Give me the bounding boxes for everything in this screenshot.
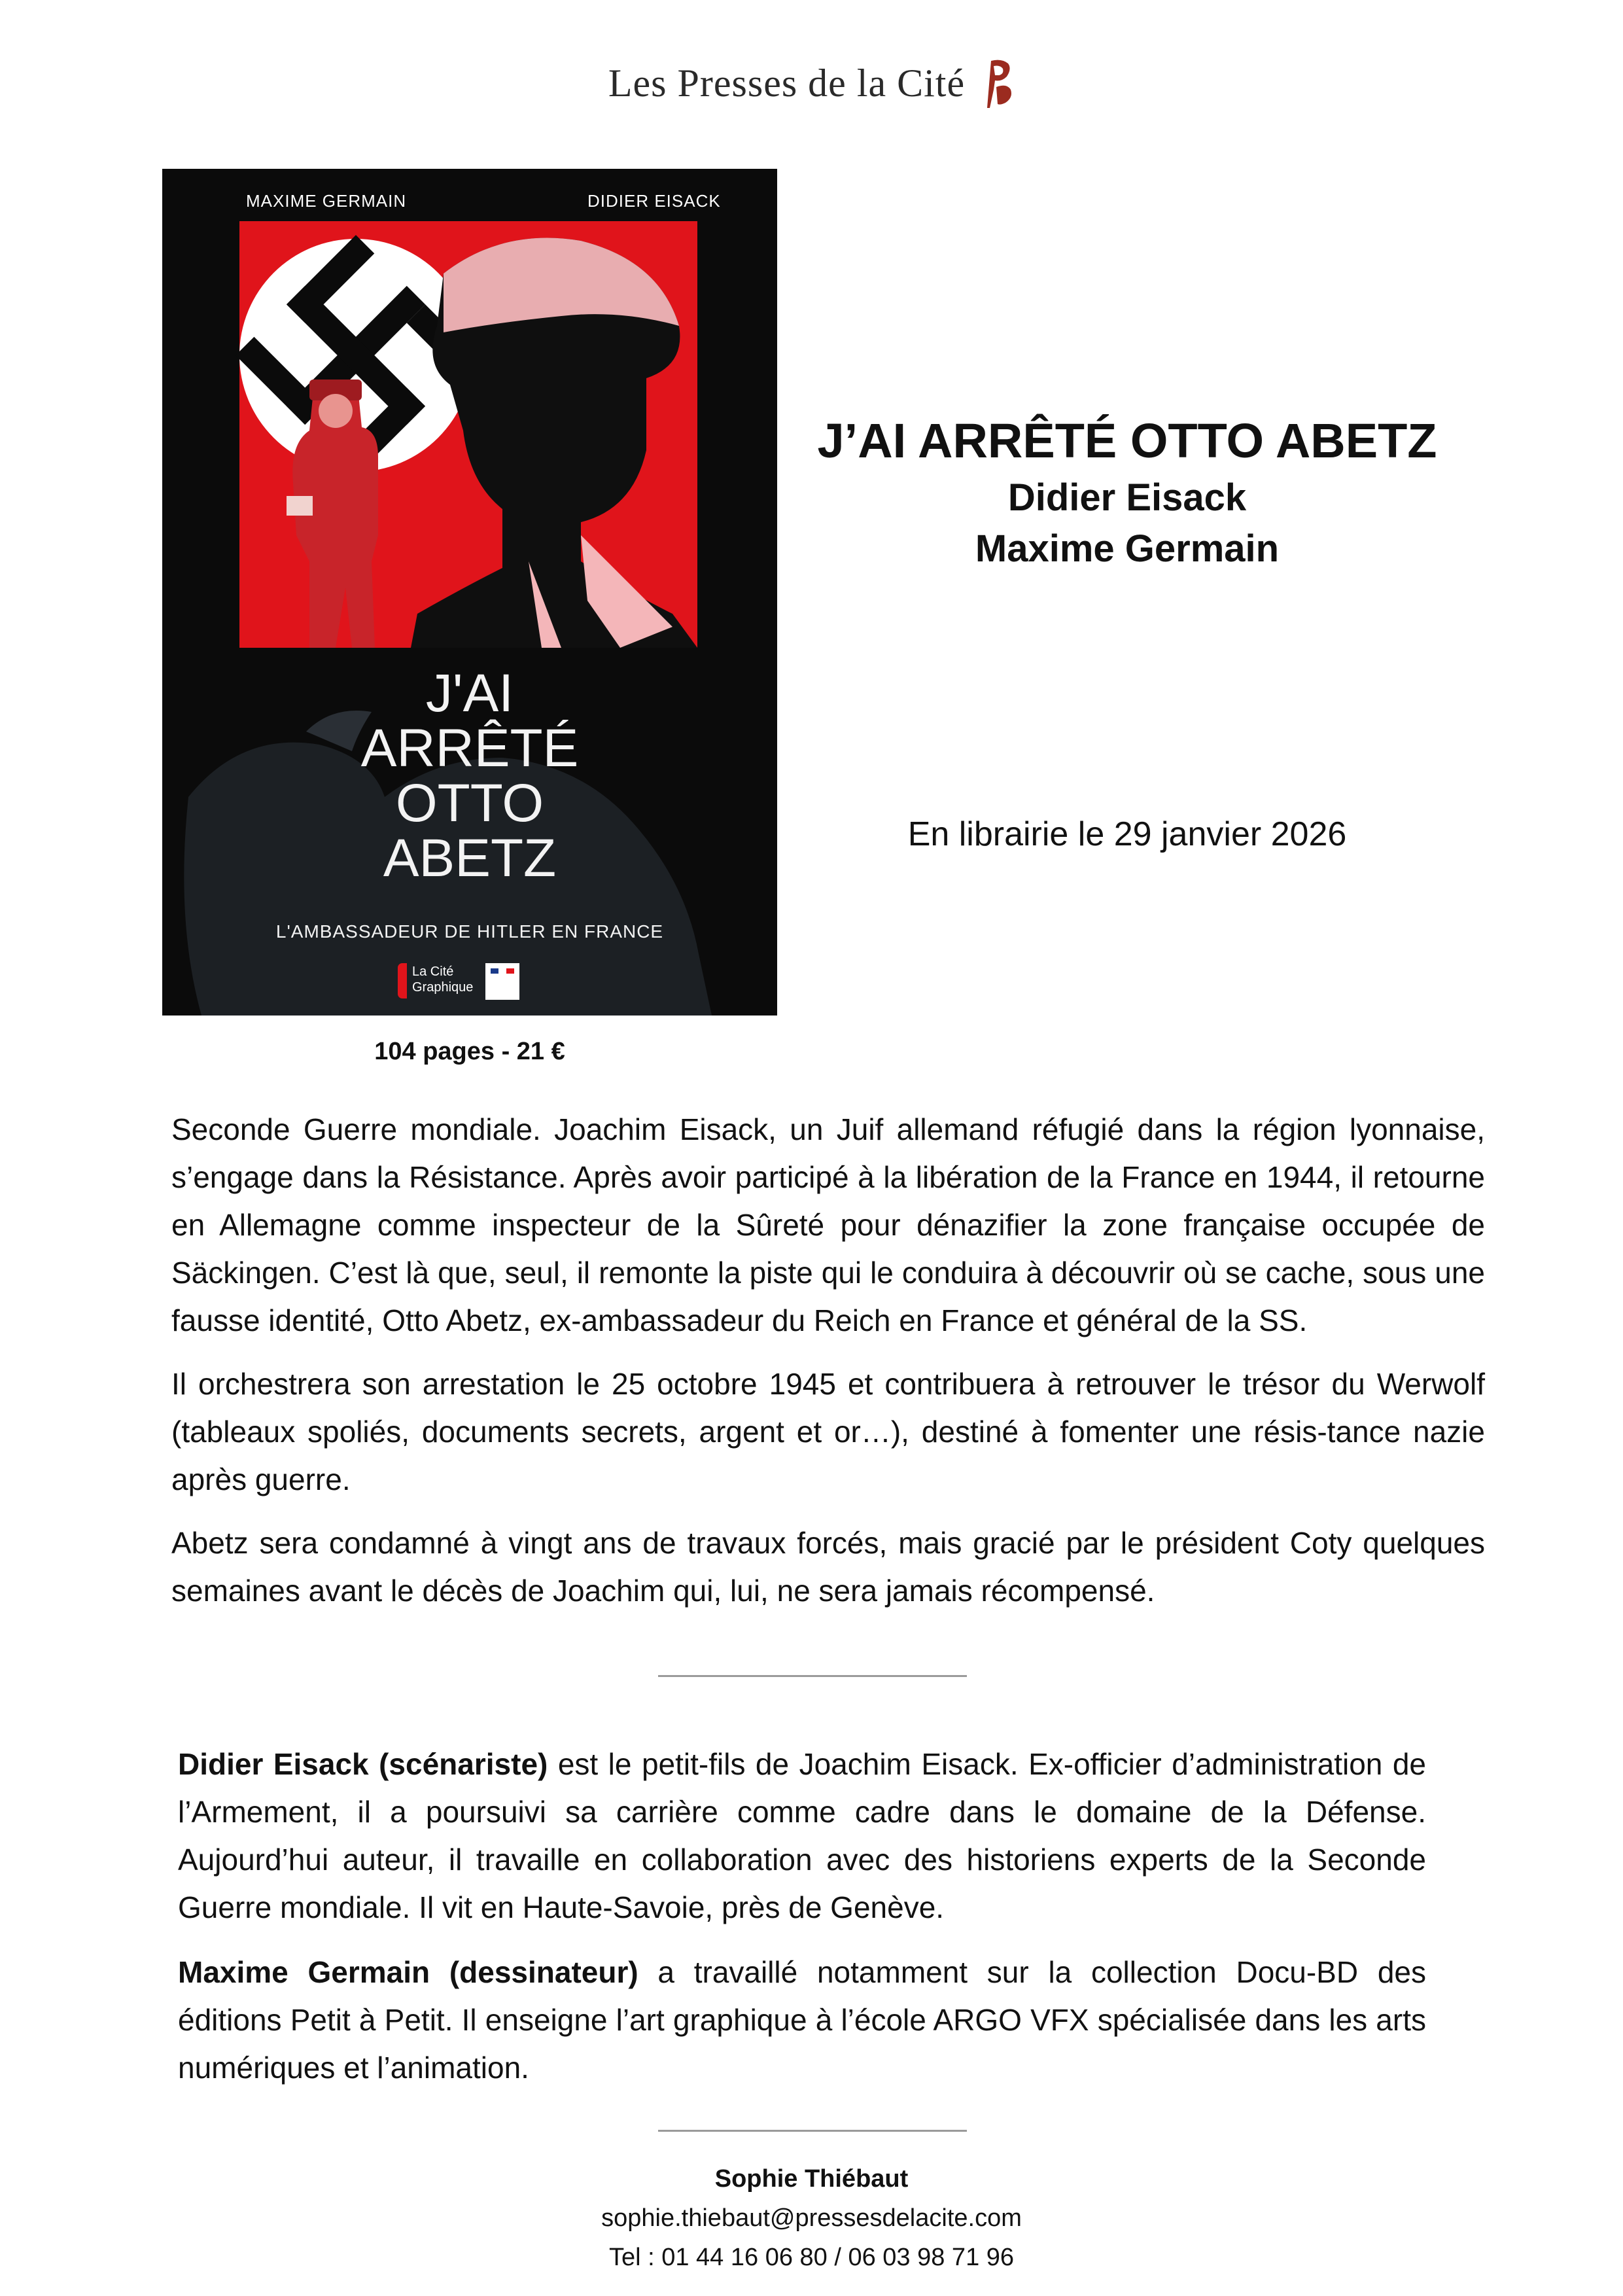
synopsis-paragraph: Abetz sera condamné à vingt ans de travaux forcés, mais gracié par le président Coty quelques semaines avant le décès de Joachim qui, lui, ne sera jamais récompensé.	[171, 1526, 1485, 1608]
title-block	[777, 412, 1477, 573]
bio-eisack-text: est le petit-fils de Joachim Eisack. Ex-officier d’administration de l’Armement, il a poursuivi sa carrière comme cadre dans le domaine de la Défense. Aujourd’hui auteur, il travaille en collaboration avec des historiens experts de la Seconde Guerre mondiale. Il vit en Haute-Savoie, près de Genève.	[178, 1747, 1427, 1924]
imprint-logo-icon	[398, 963, 407, 998]
cover-title-line: ARRÊTÉ	[360, 718, 579, 778]
cover-author-right: DIDIER EISACK	[587, 191, 721, 211]
cover-artwork	[162, 169, 777, 1016]
synopsis	[171, 1106, 1485, 1631]
author-bios	[178, 1740, 1426, 2109]
imprint-line2: Graphique	[412, 980, 474, 995]
publisher-name: Les Presses de la Cité	[608, 61, 966, 105]
author-1: Didier Eisack	[1007, 476, 1247, 519]
contact-email[interactable]: sophie.thiebaut@pressesdelacite.com	[601, 2204, 1022, 2232]
cover-title-line: OTTO	[395, 773, 544, 833]
author-2: Maxime Germain	[975, 527, 1280, 571]
ministry-logo-icon	[485, 963, 519, 1000]
book-cover	[162, 169, 777, 1016]
bio-germain	[178, 1949, 1426, 2092]
publisher-logo-icon	[982, 57, 1015, 109]
bio-germain-name: Maxime Germain (dessinateur)	[178, 1955, 638, 1989]
cover-title	[293, 663, 646, 888]
press-contact	[0, 2159, 1623, 2277]
divider	[658, 2130, 967, 2132]
cover-title-line: ABETZ	[383, 828, 557, 888]
imprint-line1: La Cité	[412, 964, 454, 979]
contact-phone: Tel : 01 44 16 06 80 / 06 03 98 71 96	[608, 2244, 1015, 2271]
contact-name: Sophie Thiébaut	[714, 2165, 909, 2193]
cover-title-line: J'AI	[425, 663, 514, 723]
book-title: J’AI ARRÊTÉ OTTO ABETZ	[817, 414, 1437, 468]
release-date: En librairie le 29 janvier 2026	[907, 815, 1347, 853]
synopsis-paragraph: Il orchestrera son arrestation le 25 octobre 1945 et contribuera à retrouver le trésor du Werwolf (tableaux spoliés, documents secrets, argent et or…), destiné à fomenter une résis-tance nazie après guerre.	[171, 1367, 1485, 1496]
cover-subtitle: L'AMBASSADEUR DE HITLER EN FRANCE	[275, 921, 664, 942]
cover-imprint	[398, 962, 476, 1001]
synopsis-paragraph: Seconde Guerre mondiale. Joachim Eisack, un Juif allemand réfugié dans la région lyonnaise, s’engage dans la Résistance. Après avoir participé à la libération de la France en 1944, il retourne en Allemagne comme inspecteur de la Sûreté pour dénazifier la zone française occupée de Säckingen. C’est là que, seul, il remonte la piste qui le conduira à découvrir où se cache, sous une fausse identité, Otto Abetz, ex-ambassadeur du Reich en France et général de la SS.	[171, 1112, 1485, 1337]
cover-author-left: MAXIME GERMAIN	[246, 191, 407, 211]
divider	[658, 1675, 967, 1677]
bio-eisack	[178, 1740, 1426, 1932]
book-info: 104 pages - 21 €	[374, 1038, 565, 1065]
publisher-header	[0, 47, 1623, 119]
bio-germain-text: a travaillé notamment sur la collection Docu-BD des éditions Petit à Petit. Il enseigne l’art graphique à l’école ARGO VFX spécialisée dans les arts numériques et l’animation.	[178, 1955, 1426, 2085]
bio-eisack-name: Didier Eisack (scénariste)	[178, 1747, 548, 1781]
